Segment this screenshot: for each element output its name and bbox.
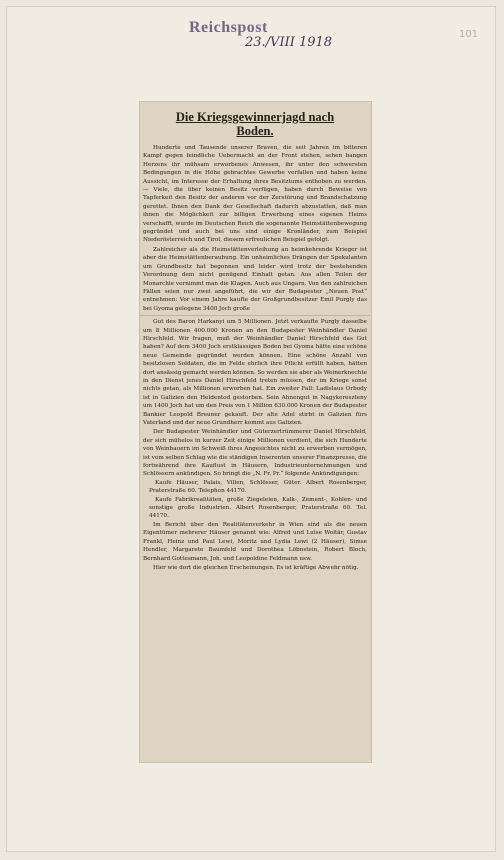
article-paragraph: Gut des Baron Harkanyi um 5 Millionen. Jetzt verkaufte Purgly dasselbe um 8 Millionen 400.000 Kronen an den Budapester Weinhändler Daniel Hirschfeld. Wir fragen, muß der Weinhändler Daniel Hirschfeld das Gut haben? Auf dem 3400 Joch erstklassigen Boden bei Gyoma hätte eine schöne neue Gemeinde gegründet werden können. Eine schöne Anzahl von besitzlosen Soldaten, die im Felde ehrlich ihre Pflicht erfüllt haben, hätten dort ansässig gemacht werden können. So werden sie aber als Weinerknechte in den Dienst jenes Daniel Hirschfeld treten müssen, der im Kriege sonst nichts getan, als Millionen erworben hat. Ein zweiter Fall: Ladislaus Orbody ist in Galizien den Heldentod gestorben. Sein Ahnengut in Nagykereszteny um 1400 Joch hat um den Preis von 1 Million 630.000 Kronen der Budapester Bankier Leopold Breuner gekauft. Der alte Adel stirbt in Galizien fürs Vaterland und der neue Grundherr kommt aus Galizien. <box>143 319 367 426</box>
quoted-advertisement: Kaufe Häuser, Palais, Villen, Schlösser, Güter. Albert Rosenberger, Praterstraße 60. Telephon 44170. <box>149 479 367 495</box>
newspaper-clipping <box>140 102 371 762</box>
title-line-1: Die Kriegsgewinnerjagd nach <box>175 110 335 124</box>
clipping-seam <box>140 315 370 316</box>
title-line-2: Boden. <box>236 124 274 138</box>
article-paragraph: Der Budapester Weinhändler und Güterzertrümmerer Daniel Hirschfeld, der sich mühelos in kurzer Zeit einige Millionen verdient, die sich Hunderte von Weinbauern im Schweiß ihres Angesichtes nicht zu erwerben vermögen, ist vom selben Schlag wie die ständigen Inserenten unserer Finanzpresse, die fortwährend ihre Kauflust in Häusern, Industrieunternehmungen und Schlössern ankündigen. So bringt die „N. Fr. Pr.“ folgende Ankündigungen: <box>143 429 367 478</box>
article-closing: Hier wie dort die gleichen Erscheinungen. Es ist kräftige Abwehr nötig. <box>153 564 359 571</box>
article-paragraph: Zahlreicher als die Heimstättenverleihung an heimkehrende Krieger ist aber die Heimstättenberaubung. Ein unheimliches Drängen der Spekulanten um Grundbesitz hat begonnen und leider wird trotz der bestehenden Verordnung dem nicht genügend Einhalt getan. Aus allen Teilen der Monarchie vernimmt man die Klagen. Auch aus Ungarn. Von den zahlreichen Fällen seien nur zwei angeführt, die wir der Budapester „Neuen Post“ entnehmen: Vor einem Jahre kaufte der Großgrundbesitzer Emil Purgly das bei Gyoma gelegene 3400 Joch große <box>143 246 367 312</box>
article-title <box>143 110 367 138</box>
article-paragraph: Hunderte und Tausende unserer Braven, die seit Jahren im bitteren Kampf gegen feindliche Uebermacht an der Front stehen, sehen bangen Herzens ihr mühsam erworbenes Anwesen, ihr unter den schwersten Bedingungen in die Höhe gebrachtes Gewerbe verfallen und haben keine Aussicht, im Interesse der Erhaltung ihres Besitztums enthoben zu werden. — Viele, die über keinen Besitz verfügen, haben durch Beweise von Tapferkeit den Besitz der anderen vor der Zerstörung und Brandschatzung gerettet. Ihnen den Dank der Gesellschaft dadurch abzustatten, daß man ihnen die Möglichkeit zur billigen Erwerbung eines eigenen Heims verschafft, wurde im Deutschen Reich die sogenannte Heimstättenbewegung gegründet und auch bei uns sind einige Kronländer, zum Beispiel Niederösterreich und Tirol, diesem erfreulichen Beispiel gefolgt. <box>143 145 367 244</box>
article-paragraph: Im Bericht über den Realitätenverkehr in Wien sind als die neuen Eigentümer mehrerer Häuser genannt wie: Alfred und Luise Woltär, Gustav Frankl, Heinz und Paul Lewi, Moritz und Lydia Lewi (2 Häuser), Simse Hendler, Margarete Baumfeld und Dorothea Löbnstein, Robert Bloch, Bernhard Gottesmann, Joh. und Leopoldine Feldmann usw. <box>143 521 367 562</box>
article-body <box>143 110 367 572</box>
newspaper-stamp: Reichspost <box>189 19 268 36</box>
handwritten-date: 23./VIII 1918 <box>245 35 333 50</box>
quoted-advertisement: Kaufe Fabrikrealitäten, große Ziegeleien, Kalk-, Zement-, Kohlen- und sonstige große Industrien. Albert Rosenberger, Praterstraße 60. Tel. 44170. <box>149 496 367 520</box>
archive-sheet <box>6 6 496 852</box>
archive-number: 101 <box>459 29 479 40</box>
